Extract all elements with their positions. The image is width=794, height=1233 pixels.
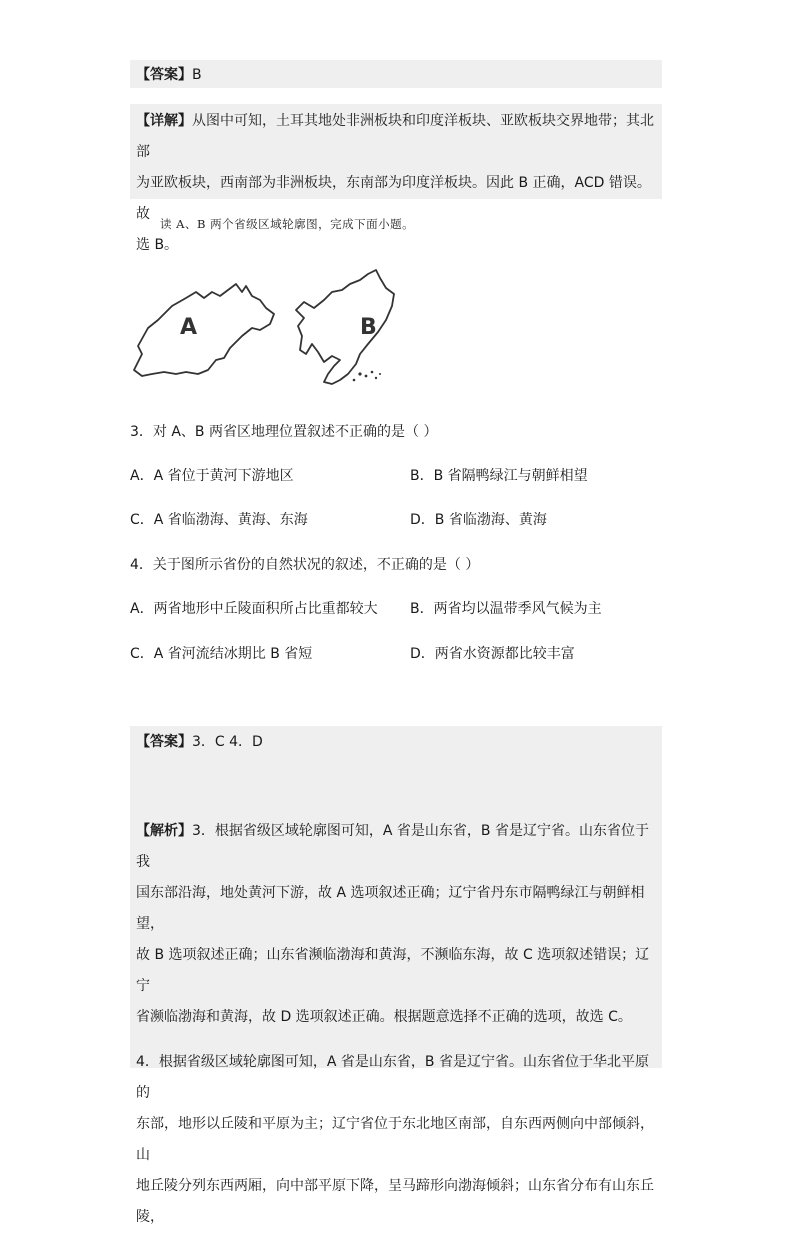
answer-value-2: 3．C 4．D xyxy=(192,734,263,750)
q3-option-a: A．A 省位于黄河下游地区 xyxy=(130,468,294,484)
province-a-label: A xyxy=(180,315,198,340)
answer-value: B xyxy=(192,67,202,83)
question-3-stem: 3．对 A、B 两省区地理位置叙述不正确的是（ ） xyxy=(130,424,438,440)
question-4-stem: 4．关于图所示省份的自然状况的叙述，不正确的是（ ） xyxy=(130,557,480,573)
analysis-line-2: 国东部沿海，地处黄河下游，故 A 选项叙述正确；辽宁省丹东市隔鸭绿江与朝鲜相望， xyxy=(136,885,645,932)
q4-option-c: C．A 省河流结冰期比 B 省短 xyxy=(130,646,313,662)
answer-tag: 【答案】 xyxy=(136,67,192,83)
answer-line-2 xyxy=(130,726,662,758)
province-outline-figure xyxy=(128,262,398,392)
q3-option-c: C．A 省临渤海、黄海、东海 xyxy=(130,512,308,528)
detail-text-1: 从图中可知，土耳其地处非洲板块和印度洋板块、亚欧板块交界地带；其北部 xyxy=(136,113,654,160)
answer-tag-2: 【答案】 xyxy=(136,734,192,750)
answer-line xyxy=(130,60,662,90)
analysis-p2-line-2: 东部，地形以丘陵和平原为主；辽宁省位于东北地区南部，自东西两侧向中部倾斜，山 xyxy=(136,1116,654,1163)
province-a-outline xyxy=(134,284,274,376)
analysis-p2-line-3: 地丘陵分列东西两厢，向中部平原下降，呈马蹄形向渤海倾斜；山东省分布有山东丘陵， xyxy=(136,1178,654,1225)
province-b-label: B xyxy=(360,315,377,340)
q3-option-b: B．B 省隔鸭绿江与朝鲜相望 xyxy=(410,468,588,484)
analysis-tag: 【解析】 xyxy=(136,823,192,839)
q4-option-b: B．两省均以温带季风气候为主 xyxy=(410,601,602,617)
analysis-line-1 xyxy=(130,816,662,878)
analysis-line-3: 故 B 选项叙述正确；山东省濒临渤海和黄海，不濒临东海，故 C 选项叙述错误；辽宁 xyxy=(136,947,650,994)
q3-option-d: D．B 省临渤海、黄海 xyxy=(410,512,547,528)
answer-block-2 xyxy=(130,726,662,796)
q4-option-d: D．两省水资源都比较丰富 xyxy=(410,646,575,662)
analysis-block xyxy=(130,796,662,1225)
analysis-text-1: 3．根据省级区域轮廓图可知，A 省是山东省，B 省是辽宁省。山东省位于我 xyxy=(136,823,649,870)
answer-block-1 xyxy=(130,60,662,88)
figure-caption: 读 A、B 两个省级区域轮廓图，完成下面小题。 xyxy=(160,217,415,231)
detail-line-3: 选 B。 xyxy=(136,237,179,253)
island-dots xyxy=(353,371,381,382)
province-b-outline xyxy=(296,270,394,384)
analysis-line-4: 省濒临渤海和黄海，故 D 选项叙述正确。根据题意选择不正确的选项，故选 C。 xyxy=(136,1009,632,1025)
analysis-p2-line-1: 4．根据省级区域轮廓图可知，A 省是山东省，B 省是辽宁省。山东省位于华北平原的 xyxy=(136,1054,649,1101)
q4-option-a: A．两省地形中丘陵面积所占比重都较大 xyxy=(130,601,378,617)
detail-line-2: 为亚欧板块，西南部为非洲板块，东南部为印度洋板块。因此 B 正确，ACD 错误。故 xyxy=(136,175,651,222)
detail-tag: 【详解】 xyxy=(136,113,192,129)
detail-line-1 xyxy=(130,106,662,168)
